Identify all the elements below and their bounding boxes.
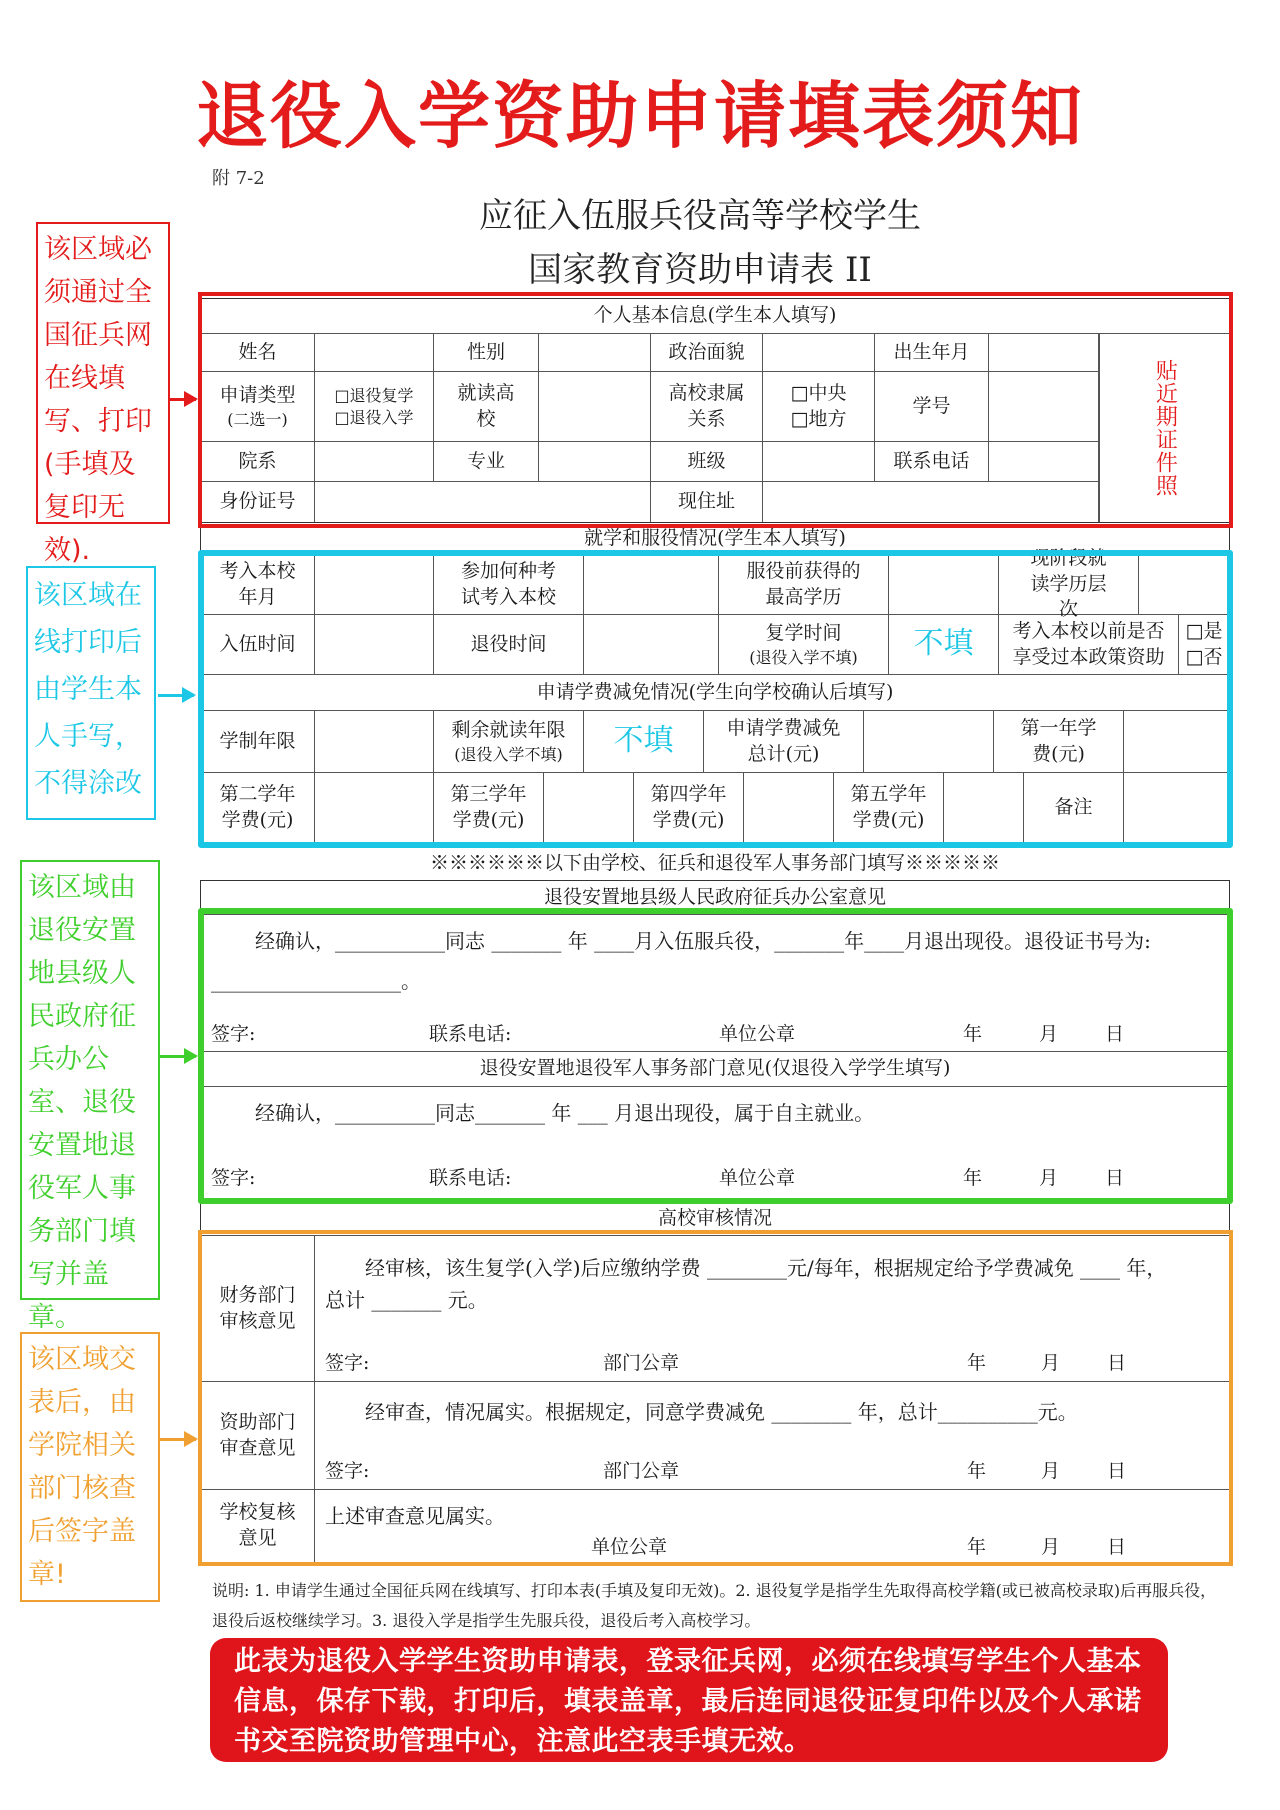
green-arrow-icon: [160, 1055, 196, 1058]
green-region-frame: [198, 908, 1233, 1204]
school-label-text: 就读高校: [457, 381, 515, 430]
veterans-sign-label: 签字:: [211, 1167, 256, 1189]
form-footnote: 说明: 1. 申请学生通过全国征兵网在线填写、打印本表(手填及复印无效)。2. 退役复学是指学生先取得高校学籍(或已被高校录取)后再服兵役，退役后返校继续学习。3. 退役入学是指学生先服兵役，退役后考入高校学习。: [212, 1581, 1217, 1630]
school-review-line: 上述审查意见属实。: [325, 1504, 505, 1528]
label-birth: 出生年月: [875, 334, 989, 372]
aid-sign-label: 签字:: [325, 1460, 370, 1482]
resume-time-sub: (退役入学不填): [749, 647, 858, 667]
cyan-region-frame: [198, 550, 1233, 848]
aid-before-text: 考入本校以前是否享受过本政策资助: [1012, 619, 1165, 668]
school-year-label: 年: [967, 1536, 987, 1558]
remaining-text: 剩余就读年限: [451, 718, 566, 741]
conscription-header: 退役安置地县级人民政府征兵办公室意见: [201, 881, 1229, 915]
label-major: 专业: [434, 442, 539, 482]
school-day-label: 日: [1107, 1536, 1127, 1558]
veterans-year-label: 年: [963, 1167, 983, 1189]
veterans-contact-label: 联系电话:: [429, 1167, 512, 1189]
finance-review-text: 财务部门审核意见: [219, 1283, 296, 1332]
exam-type-text: 参加何种考试考入本校: [460, 559, 556, 608]
year2-text: 第二学年学费(元): [219, 783, 296, 831]
veterans-seal-label: 单位公章: [719, 1167, 796, 1189]
year5-text: 第五学年学费(元): [850, 783, 927, 831]
orange-arrow-icon: [160, 1438, 196, 1441]
resume-time-text: 复学时间: [765, 621, 842, 644]
affiliation-label-text: 高校隶属关系: [668, 381, 745, 430]
appendix-label: 附 7-2: [212, 168, 265, 189]
label-student-no: 学号: [875, 372, 989, 442]
option-no-checkbox[interactable]: □否: [1185, 645, 1223, 668]
label-gender: 性别: [434, 334, 539, 372]
finance-sign-label: 签字:: [325, 1352, 370, 1374]
fee-reduction-header: 申请学费减免情况(学生向学校确认后填写): [201, 675, 1229, 711]
aid-review-line: 经审查，情况属实。根据规定，同意学费减免 ________ 年，总计__________元。: [365, 1400, 1078, 1424]
no-fill-mark: 不填: [913, 626, 974, 662]
conscription-day-label: 日: [1105, 1023, 1125, 1045]
label-address: 现住址: [651, 482, 763, 522]
aid-year-label: 年: [967, 1460, 987, 1482]
school-month-label: 月: [1041, 1536, 1061, 1558]
option-central-checkbox[interactable]: □中央: [790, 381, 847, 404]
authority-divider: ※※※※※※以下由学校、征兵和退役军人事务部门填写※※※※※: [429, 852, 1000, 874]
certificate-number-line: ___________________。: [211, 969, 421, 993]
red-region-note: 该区域必须通过全国征兵网在线填写、打印(手填及复印无效).: [36, 222, 170, 524]
label-duration: 学制年限: [201, 711, 315, 773]
apply-type-text: 申请类型: [219, 383, 296, 406]
no-fill-mark-2: 不填: [613, 723, 674, 759]
label-name: 姓名: [201, 334, 315, 372]
photo-label: 贴近期证件照: [1152, 359, 1178, 497]
finance-day-label: 日: [1107, 1352, 1127, 1374]
conscription-sign-label: 签字:: [211, 1023, 256, 1045]
finance-review-line2: 总计 _______ 元。: [325, 1288, 488, 1312]
option-enroll-checkbox[interactable]: □退役入学: [334, 407, 414, 427]
red-arrow-icon: [170, 398, 196, 401]
study-service-header: 就学和服役情况(学生本人填写): [201, 523, 1229, 555]
option-yes-checkbox[interactable]: □是: [1185, 619, 1223, 642]
edu-level-text: 现阶段就读学历层次: [1030, 547, 1107, 621]
finance-year-label: 年: [967, 1352, 987, 1374]
veterans-day-label: 日: [1105, 1167, 1125, 1189]
green-region-note: 该区域由退役安置地县级人民政府征兵办公室、退役安置地退役军人事务部门填写并盖章。: [20, 860, 160, 1300]
finance-month-label: 月: [1041, 1352, 1061, 1374]
page-title: 退役入学资助申请填表须知: [195, 74, 1084, 158]
edu-before-text: 服役前获得的最高学历: [746, 559, 861, 608]
conscription-year-label: 年: [963, 1023, 983, 1045]
year1-text: 第一年学费(元): [1020, 716, 1097, 765]
total-text: 申请学费减免总计(元): [726, 716, 841, 765]
school-seal-label: 单位公章: [591, 1536, 668, 1558]
year4-text: 第四学年学费(元): [650, 783, 727, 831]
form-title-line1: 应征入伍服兵役高等学校学生: [479, 196, 921, 236]
remaining-sub: (退役入学不填): [454, 744, 563, 764]
label-political: 政治面貌: [651, 334, 763, 372]
conscription-contact-label: 联系电话:: [429, 1023, 512, 1045]
red-region-frame: [198, 292, 1233, 528]
label-phone: 联系电话: [875, 442, 989, 482]
conscription-month-label: 月: [1039, 1023, 1059, 1045]
orange-region-frame: [198, 1230, 1233, 1566]
school-review-text: 学校复核意见: [219, 1501, 296, 1549]
school-review-header: 高校审核情况: [201, 1202, 1229, 1236]
veterans-month-label: 月: [1039, 1167, 1059, 1189]
aid-seal-label: 部门公章: [603, 1460, 680, 1482]
cyan-arrow-icon: [158, 694, 194, 697]
aid-review-text: 资助部门审查意见: [219, 1410, 296, 1459]
aid-month-label: 月: [1041, 1460, 1061, 1482]
enroll-date-text: 考入本校年月: [219, 559, 296, 608]
year3-text: 第三学年学费(元): [450, 783, 527, 831]
personal-info-header: 个人基本信息(学生本人填写): [201, 299, 1229, 334]
cyan-region-note: 该区域在线打印后由学生本人手写，不得涂改: [26, 566, 156, 820]
finance-review-line1: 经审核，该生复学(入学)后应缴纳学费 ________元/每年，根据规定给予学费减免 ____ 年，: [365, 1256, 1167, 1280]
option-resume-checkbox[interactable]: □退役复学: [334, 385, 414, 405]
label-dept: 院系: [201, 442, 315, 482]
label-discharge-time: 退役时间: [434, 615, 584, 675]
veterans-confirm-line: 经确认，__________同志_______ 年 ___ 月退出现役，属于自主就业。: [255, 1101, 875, 1125]
orange-region-note: 该区域交表后，由学院相关部门核查后签字盖章!: [20, 1332, 160, 1602]
veterans-affairs-header: 退役安置地退役军人事务部门意见(仅退役入学学生填写): [201, 1051, 1229, 1087]
label-id-no: 身份证号: [201, 482, 315, 522]
conscription-confirm-line: 经确认，___________同志 _______ 年 ____月入伍服兵役，_______年____月退出现役。退役证书号为:: [255, 929, 1151, 953]
apply-type-sub: (二选一): [227, 409, 288, 429]
option-local-checkbox[interactable]: □地方: [790, 407, 847, 430]
finance-seal-label: 部门公章: [603, 1352, 680, 1374]
instruction-banner: 此表为退役入学学生资助申请表，登录征兵网，必须在线填写学生个人基本信息，保存下载，打印后，填表盖章，最后连同退役证复印件以及个人承诺书交至院资助管理中心，注意此空表手填无效。: [210, 1638, 1168, 1762]
label-enlist-time: 入伍时间: [201, 615, 315, 675]
form-title-line2: 国家教育资助申请表 II: [528, 250, 872, 290]
label-remark: 备注: [1024, 773, 1124, 843]
label-class: 班级: [651, 442, 763, 482]
aid-day-label: 日: [1107, 1460, 1127, 1482]
conscription-seal-label: 单位公章: [719, 1023, 796, 1045]
